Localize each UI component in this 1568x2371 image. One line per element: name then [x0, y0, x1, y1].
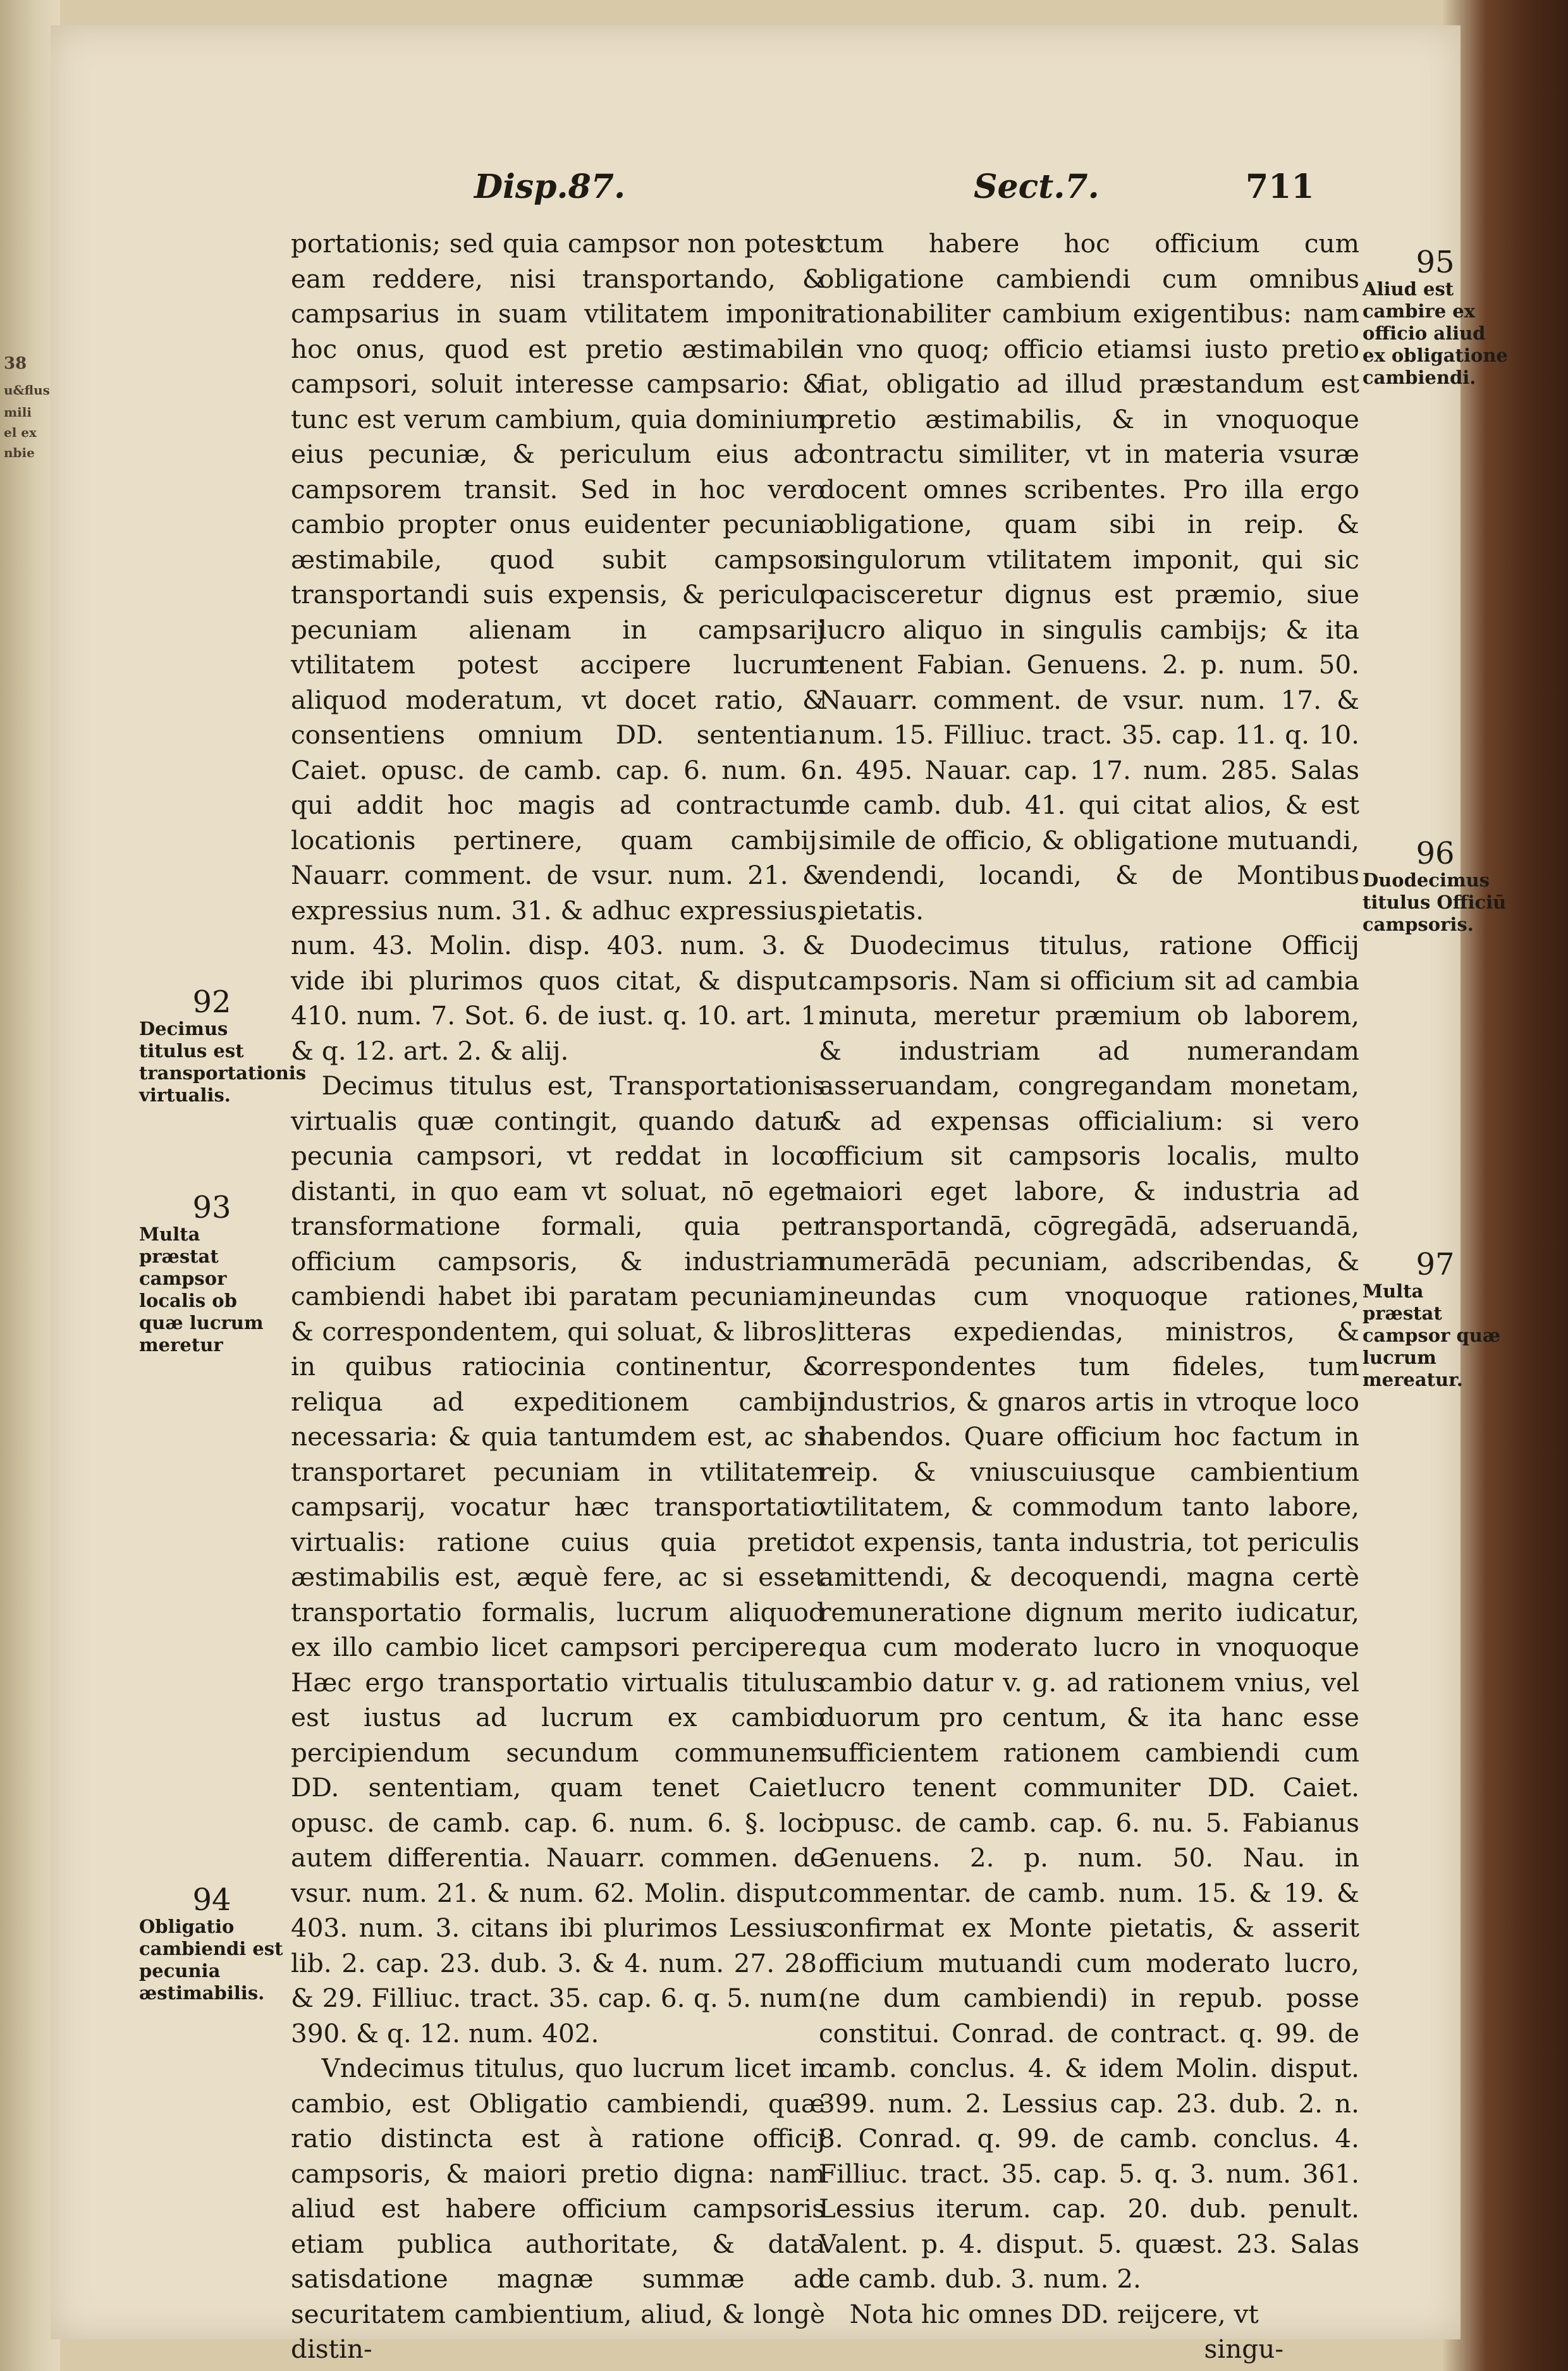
book-page	[51, 25, 1508, 2364]
margin-note-97	[1363, 1249, 1508, 1391]
left-edge-fragment: u&flus	[4, 383, 50, 398]
left-edge-fragment: el ex	[4, 425, 37, 440]
margin-note-number: 95	[1416, 245, 1455, 280]
margin-note-text: Decimus titulus est transportationis virtualis.	[139, 1018, 307, 1106]
paragraph: Vndecimus titulus, quo lucrum licet in cambio, est Obligatio cambiendi, quæ ratio distincta est à ratione officij campsoris, & maiori pretio digna: nam aliud est habere officium campsoris etiam publica authoritate, & data satisdatione magnæ summæ ad securitatem cambientium, aliud, & longè distin-	[291, 2053, 825, 2364]
page-number: 711	[1246, 168, 1314, 206]
margin-note-number: 93	[192, 1190, 231, 1225]
margin-note-number: 97	[1416, 1247, 1455, 1282]
running-header-disputation: Disp.87.	[474, 168, 626, 206]
margin-note-number: 94	[192, 1882, 231, 1918]
paragraph: portationis; sed quia campsor non potest eam reddere, nisi transportando, & campsarius in suam vtilitatem imponit hoc onus, quod est pretio æstimabile campsori, soluit interesse campsario: & tunc est verum cambium, quia dominium eius pecuniæ, & periculum eius ad campsorem transit. Sed in hoc vero cambio propter onus euidenter pecunia æstimabile, quod subit campsor transportandi suis expensis, & periculo pecuniam alienam in campsarij vtilitatem potest accipere lucrum aliquod moderatum, vt docet ratio, & consentiens omnium DD. sententia. Caiet. opusc. de camb. cap. 6. num. 6. qui addit hoc magis ad contractum locationis pertinere, quam cambij. Nauarr. comment. de vsur. num. 21. & expressius num. 31. & adhuc expressius, num. 43. Molin. disp. 403. num. 3. & vide ibi plurimos quos citat, & disput. 410. num. 7. Sot. 6. de iust. q. 10. art. 1. & q. 12. art. 2. & alij.	[291, 228, 825, 1066]
margin-note-93	[139, 1192, 285, 1356]
margin-note-94	[139, 1884, 285, 2004]
paragraph: ctum habere hoc officium cum obligatione cambiendi cum omnibus rationabiliter cambium exigentibus: nam in vno quoq; officio etiamsi iusto pretio fiat, obligatio ad illud præstandum est pretio æstimabilis, & in vnoquoque contractu similiter, vt in materia vsuræ docent omnes scribentes. Pro illa ergo obligatione, quam sibi in reip. & singulorum vtilitatem imponit, qui sic pacisceretur dignus est præmio, siue lucro aliquo in singulis cambijs; & ita tenent Fabian. Genuens. 2. p. num. 50. Nauarr. comment. de vsur. num. 17. & num. 15. Filliuc. tract. 35. cap. 11. q. 10. n. 495. Nauar. cap. 17. num. 285. Salas de camb. dub. 41. qui citat alios, & est simile de officio, & obligatione mutuandi, vendendi, locandi, & de Montibus pietatis.	[819, 228, 1359, 926]
margin-note-number: 92	[192, 984, 231, 1020]
margin-note-96	[1363, 838, 1508, 936]
right-text-column	[819, 226, 1359, 2367]
running-header-section: Sect.7.	[974, 168, 1099, 206]
left-edge-fragment: 38	[4, 354, 27, 373]
catchword: singu-	[1204, 2334, 1283, 2364]
paragraph: Decimus titulus est, Transportationis virtualis quæ contingit, quando datur pecunia campsori, vt reddat in loco distanti, in quo eam vt soluat, nō eget transformatione formali, quia per officium campsoris, & industriam cambiendi habet ibi paratam pecuniam, & correspondentem, qui soluat, & libros, in quibus ratiocinia continentur, & reliqua ad expeditionem cambij necessaria: & quia tantumdem est, ac si transportaret pecuniam in vtilitatem campsarij, vocatur hæc transportatio virtualis: ratione cuius quia pretio æstimabilis est, æquè fere, ac si esset transportatio formalis, lucrum aliquod ex illo cambio licet campsori percipere. Hæc ergo transportatio virtualis titulus est iustus ad lucrum ex cambio percipiendum secundum communem DD. sententiam, quam tenet Caiet. opusc. de camb. cap. 6. num. 6. §. loci autem differentia. Nauarr. commen. de vsur. num. 21. & num. 62. Molin. disput. 403. num. 3. citans ibi plurimos Lessius lib. 2. cap. 23. dub. 3. & 4. num. 27. 28. & 29. Filliuc. tract. 35. cap. 6. q. 5. num. 390. & q. 12. num. 402.	[291, 1070, 825, 2049]
paragraph: Duodecimus titulus, ratione Officij campsoris. Nam si officium sit ad cambia minuta, meretur præmium ob laborem, & industriam ad numerandam asseruandam, congregandam monetam, & ad expensas officialium: si vero officium sit campsoris localis, multo maiori eget labore, & industria ad transportandā, cōgregādā, adseruandā, numerādā pecuniam, adscribendas, & ineundas cum vnoquoque rationes, litteras expediendas, ministros, & correspondentes tum fideles, tum industrios, & gnaros artis in vtroque loco habendos. Quare officium hoc factum in reip. & vniuscuiusque cambientium vtilitatem, & commodum tanto labore, tot expensis, tanta industria, tot periculis amittendi, & decoquendi, magna certè remuneratione dignum merito iudicatur, qua cum moderato lucro in vnoquoque cambio datur v. g. ad rationem vnius, vel duorum pro centum, & ita hanc esse sufficientem rationem cambiendi cum lucro tenent communiter DD. Caiet. opusc. de camb. cap. 6. nu. 5. Fabianus Genuens. 2. p. num. 50. Nau. in commentar. de camb. num. 15. & 19. & confirmat ex Monte pietatis, & asserit officium mutuandi cum moderato lucro, (ne dum cambiendi) in repub. posse constitui. Conrad. de contract. q. 99. de camb. conclus. 4. & idem Molin. disput. 399. num. 2. Lessius cap. 23. dub. 2. n. 8. Conrad. q. 99. de camb. conclus. 4. Filliuc. tract. 35. cap. 5. q. 3. num. 361. Lessius iterum. cap. 20. dub. penult. Valent. p. 4. disput. 5. quæst. 23. Salas de camb. dub. 3. num. 2.	[819, 930, 1359, 2294]
left-edge-fragment: nbie	[4, 445, 35, 460]
margin-note-text: Multa præstat campsor localis ob quæ lucrum meretur	[139, 1223, 264, 1356]
margin-note-text: Multa præstat campsor quæ lucrum mereatur.	[1363, 1280, 1501, 1390]
margin-note-text: Obligatio cambiendi est pecunia æstimabilis.	[139, 1916, 283, 2004]
margin-note-95	[1363, 247, 1508, 389]
left-text-column	[291, 226, 825, 2367]
margin-note-text: Duodecimus titulus Officiū campsoris.	[1363, 869, 1507, 935]
paragraph: Nota hic omnes DD. reijcere, vt	[849, 2298, 1259, 2329]
margin-note-number: 96	[1416, 836, 1455, 871]
margin-note-92	[139, 984, 307, 1106]
margin-note-text: Aliud est cambire ex officio aliud ex obligatione cambiendi.	[1363, 278, 1508, 388]
left-edge-fragment: mili	[4, 405, 32, 420]
